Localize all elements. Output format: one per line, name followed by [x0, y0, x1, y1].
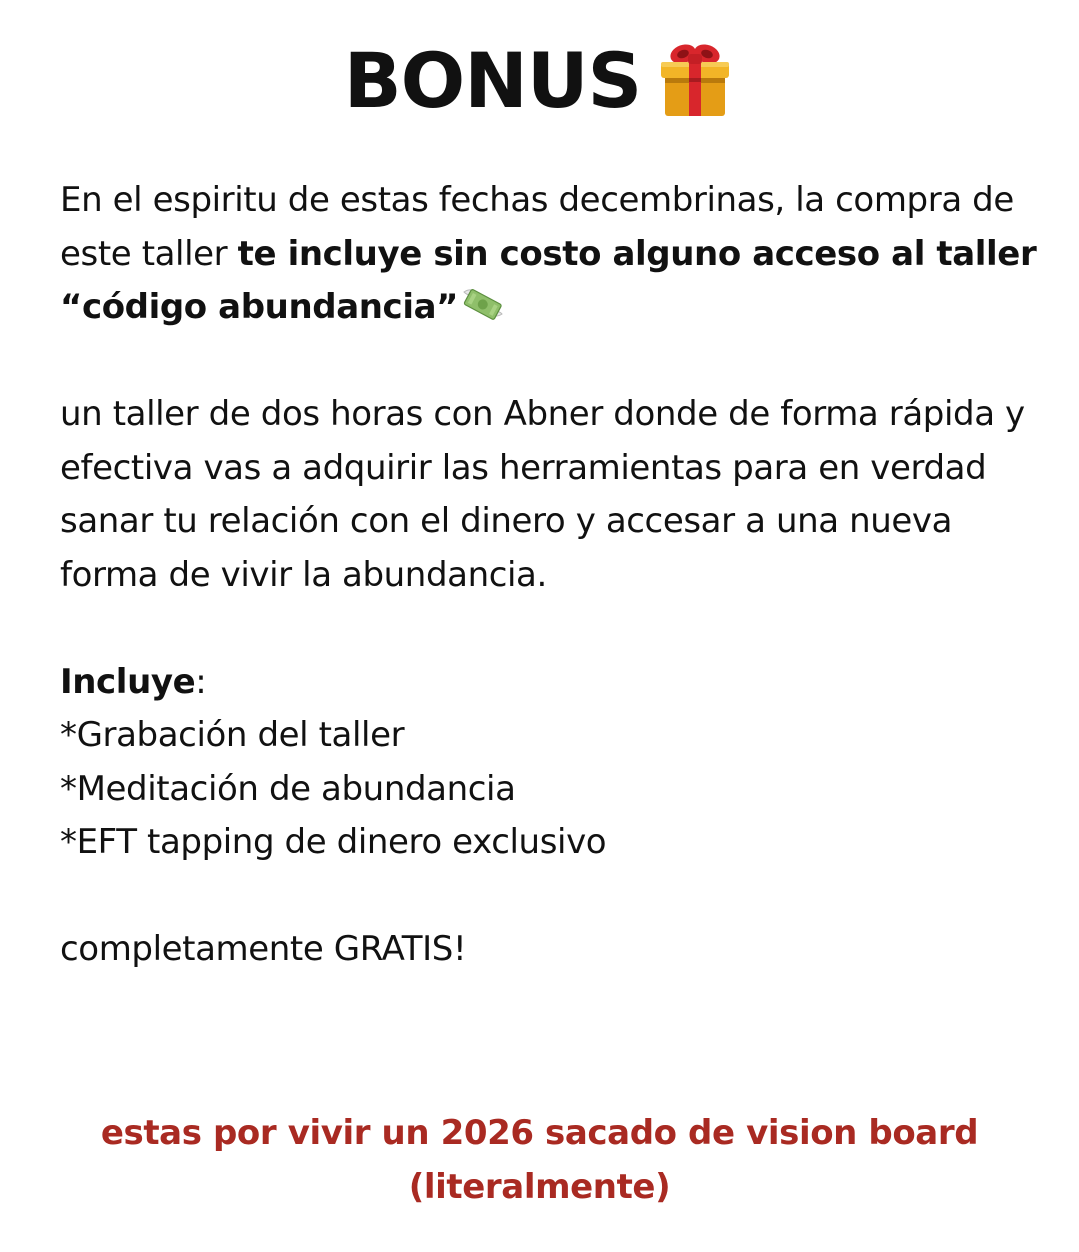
includes-heading	[60, 656, 1050, 710]
intro-paragraph	[60, 174, 1050, 335]
title-text: BONUS	[343, 36, 642, 125]
bonus-content	[60, 174, 1050, 977]
intro-highlight: te incluye sin costo alguno acceso al taller “código abundancia”	[60, 233, 1037, 327]
page-title	[0, 36, 1079, 126]
closing-line-1: estas por vivir un 2026 sacado de vision board	[100, 1113, 979, 1153]
closing-line-2: (literalmente)	[408, 1167, 671, 1207]
money-with-wings-icon	[460, 284, 506, 324]
closing-message	[0, 1106, 1079, 1214]
list-item: *Grabación del taller	[60, 715, 405, 755]
intro-text: En el espiritu de estas fechas decembrinas, la compra de este taller	[60, 180, 1014, 274]
description-paragraph: un taller de dos horas con Abner donde de forma rápida y efectiva vas a adquirir las herramientas para en verdad sanar tu relación con el dinero y accesar a una nueva forma de vivir la abundancia.	[60, 394, 1025, 595]
gift-icon	[655, 40, 735, 120]
includes-heading-colon: :	[195, 661, 207, 702]
list-item: *EFT tapping de dinero exclusivo	[60, 822, 607, 862]
free-note: completamente GRATIS!	[60, 929, 467, 969]
list-item: *Meditación de abundancia	[60, 768, 516, 809]
includes-heading-text: Incluye	[60, 661, 196, 702]
